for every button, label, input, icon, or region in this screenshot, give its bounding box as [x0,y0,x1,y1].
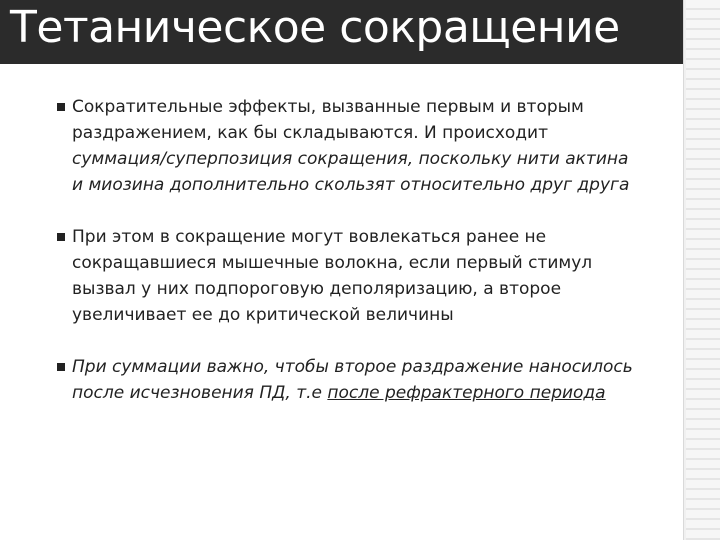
title-bar [0,0,720,64]
bullet-2-text: При этом в сокращение могут вовлекаться ранее не сокращавшиеся мышечные волокна, если первый стимул вызвал у них подпороговую деполяризацию, а второе увеличивает ее до критической величины [72,227,593,325]
bullet-1-text: Сократительные эффекты, вызванные первым и вторым раздражением, как бы складываются. И происходит [72,97,584,143]
square-bullet-icon [57,363,65,371]
bullet-3-underlined-text: после рефрактерного периода [327,383,606,403]
bullet-1-italic-text: суммация/суперпозиция сокращения, поскольку нити актина и миозина дополнительно скользят относительно друг друга [72,149,630,195]
bullet-3-italic-text: При суммации важно, чтобы второе раздражение наносилось после исчезновения ПД, т.е [72,357,633,403]
bullet-item-3 [54,354,644,406]
slide-frame-decoration [683,0,720,540]
bullet-item-2 [54,224,644,328]
slide-title: Тетаническое сокращение [10,2,620,53]
square-bullet-icon [57,103,65,111]
bullet-item-1 [54,94,644,198]
bullet-list [54,94,644,432]
square-bullet-icon [57,233,65,241]
